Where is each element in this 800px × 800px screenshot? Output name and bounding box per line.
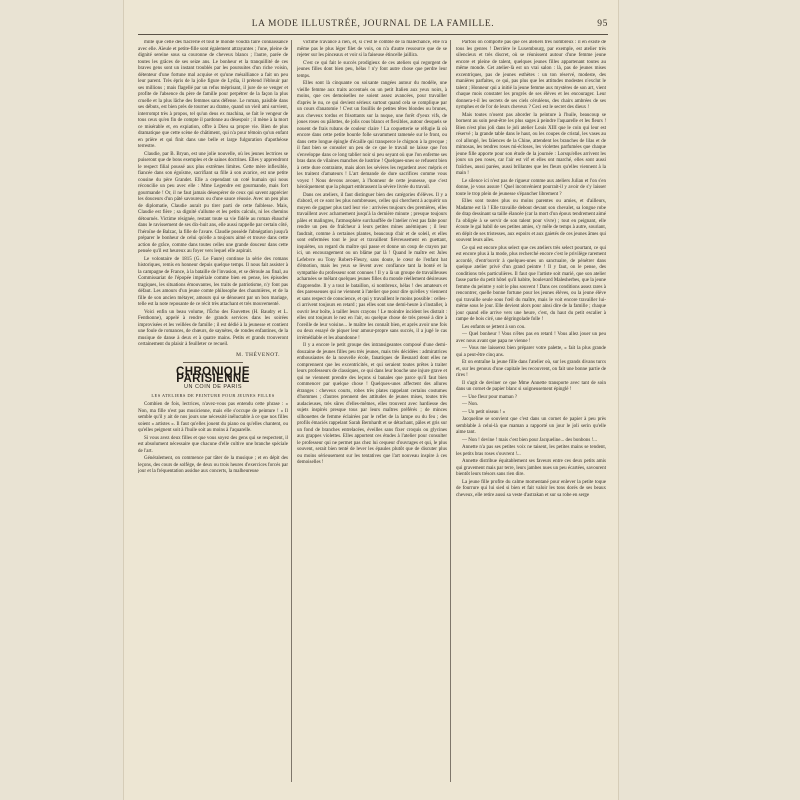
paragraph: Il y a encore le petit groupe des intransigeantes composé d'une demi-douzaine de jeunes filles peu très jeunes, mais très décidées : admiratrices enthousiastes de la nouvelle école, fanatiques de Besnard dont elles ne comprennent que les excentricités, et qui seraient toutes prêtes à traiter leurs professeurs de classiques, ce qui dans leur bouche une injure grave et qui ne viennent prendre des leçons si banales que parce qu'il faut bien commencer par quelque chose ! Quelques-unes affectent des allures étranges : cheveux courts, robes très plates rappelant certains costumes d'hommes ; d'autres prennent des attitudes de jeunes mises, toutes très audacieuses, très sûres d'elles-mêmes, elles trouvent avec hardiesse des sujets inspirés presque tous par leurs maîtres préférés ; de minces silhouettes de femme éclairées par le reflet de la lampe ou du feu ; des profils émaciés rappelant Sarah Bernhardt et se détachant, pâles et gris sur un fond de branches entrelacées, éveilles sans fixer croquis ou glycines aux grappes violettes. Elles apportent ces études à l'atelier pour consulter le professeur qui ne permet pas chez lui cequeur d'ouvrages et qui, le plus souvent, serait bien tenté de lever les épaules plutôt que de discuter plus ou moins sérieusement sur les tentatives que l'art nouveau inspire à ces demoiselles ! bbox=[297, 343, 447, 465]
text-column-2 bbox=[297, 40, 447, 782]
paragraph: Jacqueline se souvient que c'est dans un cornet de papier à peu près semblable à celui-là que maman a rapporté un jour le joli serin qu'elle aime tant. bbox=[456, 417, 606, 435]
paragraph: Elles sont toutes plus ou moins parentes ou amies, et d'ailleurs, Madame est là ! Elle travaille debout devant son chevalet, sa longue robe de drap dessinant sa taille élancée (car la mort d'un époux tendrement aimé l'a obligée à se servir de son talent pour vivre) ; tout en peignant, elle écoute le gai babil de ses petites amies, s'y mêle de temps à autre, souriant, en dépit de ses tristesses, aux espoirs et aux gaietés de ces jeunes âmes qui souvent leurs ailes. bbox=[456, 199, 606, 243]
section-subtitle: UN COIN DE PARIS bbox=[183, 384, 242, 390]
paragraph: Il s'agit de deviner ce que Mme Annette transporte avec tant de soin dans un cornet de papier blanc si soigneusement épinglé ! bbox=[456, 380, 606, 392]
paragraph: Dans ces ateliers, il faut distinguer bien des catégories d'élèves. Il y a d'abord, et ce sont les plus nombreuses, celles qui cherchent à acquérir un moyen de gagner plus tard leur vie : arrivées toujours des premières, elles travaillent avec acharnement jusqu'à la dernière minute ; presque toujours pâles et malingres, l'atmosphère surchauffée de l'atelier n'est pas faite pour rendre un peu de fraîcheur à leurs petites mines anémiques ; il leur faudrait, comme à certaines plantes, beaucoup d'air et de soleil, et elles sont enfermées tout le jour et travaillent fiévreusement en guettant, inquiètes, un regard du maître qui passe et donne un coup de crayon par ici, un encouragement ou un blâme par là ! Quand le maître est Jules Lefebvre ou Tony Robert-Fleury, sans doute, le cœur de l'enfant bat d'émotion, mais les yeux se lèvent avec confiance tant la bonté et la sympathie du professeur sont connues ! Il y a là un groupe de travailleuses acharnées se mêlant quelques jeunes filles du monde réellement désireuses d'apprendre. Il y a tout le bataillon, si nombreux, hélas ! des amateurs et des paresseuses qui ne viennent à l'atelier que pour dire qu'elles y viennent et sans respect de conscience, et qui y travaillent le moins possible : celles-ci arrivent toujours en retard ; pas elles sont une demi-heure à s'installer, à ouvrir leur boîte, à tailler leurs crayons ! Le moindre incident les distrait : elles ont toujours le nez en l'air, ou quelque chose de très pressé à dire à l'oreille de leur voisine... le maître les connaît bien, et après avoir une fois ou deux essayé de piquer leur amour-propre sans succès, il a jugé le cas irrémédiable et les abandonne ! bbox=[297, 192, 447, 341]
text-column-3 bbox=[456, 40, 606, 782]
column-divider bbox=[450, 40, 451, 782]
text-column-1 bbox=[138, 40, 288, 782]
paragraph: mille que celle des fiacrerie et tout le monde voudra faire connaissance avec elle. Aïeule et petite-fille sont également attrayantes ; l'une, pleine de dignité sereine sous sa couronne de cheveux blancs ; l'autre, parée de toutes les grâces de ses seize ans. Le bonheur et la tranquillité de ces braves gens sont un instant troublés par les poursuites d'un riche voisin, détenteur d'une fortune mal acquise et qu'une mésalliance a fait un peu leur parent. Très épris de la jolie figure de Lydia, il prétend l'éblouir par ses millions ; mais flagellé par un refus méprisant, il jure de se venger et profite de l'absence du père de famille pour perpétrer de la façon la plus cruelle et la plus lâche des femmes sans défense. Le roman, paisible dans ses débuts, est bien près de tourner au drame, quand un vieil ami survient, interrompt très à propos, tel qu'un deus ex machina, se fait le vengeur de tous ceux qu'en fin de compte il pardonne au désespoir ; il mène à la mort ce misérable et, en expiation, offre à Dieu sa propre vie. Bien de plus dramatique que cette scène de châtiment, qui n'a pour témoin qu'un enfant en prière et qui finit dans une belle et large fulguration d'apothéose terrestre. bbox=[138, 40, 288, 149]
page-header bbox=[138, 19, 608, 33]
paragraph: Le volontaire de 1815 (G. Le Faure) continue la série des romans historiques, remis en honneur depuis quelque temps. Il nous fait assister à la campagne de France, à la bataille de l'invasion, et se déroule au final, au Commissariat de l'épopée impériale comme bien en pense, les épisodes tragiques, les situations émouvantes, les traits de patriotisme, n'y font pas défaut. Les amours d'un jeune comte philosophe des chaumières, et de la fille de son ancien métayer, amours qui se dénouent par un bon mariage, telle est la note reposante de ce récit très attachant et très mouvementé. bbox=[138, 256, 288, 307]
dialogue-line: — Quel bonheur ! Vous n'êtes pas en retard ! Vous allez jouer un peu avec nous avant que papa ne vienne ! bbox=[456, 332, 606, 344]
paragraph: Annette distribue équitablement ses faveurs entre ces deux petits amis qui gravement mais par terre, leurs jambes nues un peu écartées, savourent bientôt leurs trésors sans rien dire. bbox=[456, 459, 606, 477]
paragraph: Claudie, par B. Bryan, est une jolie nouvelle, où les jeunes lectrices se puiseront que de bons exemples et de saines doctrines. Elles y apprendront le respect filial poussé aux plus extrêmes limites. Cette mère inflexible, fiancée dans son égoïsme, sacrifiant sa fille à son avarice, est une petite cousine du père Grandet. Elle a cependant un coté humain qui nous réconcilie un peu avec elle : Mme Legendre est gourmande, mais fort gourmande ! Or, il ne faut jamais désespérer de ceux qui savent apprécier les douceurs d'un pâté savoureux ou d'une sauce réussie. Avec un peu plus de diplomatie, Claudie aurait pu tirer parti de cette faiblesse. Mais, Claudie est fière ; sa dignité s'allume et les petits calculs, ni les chemins détournés. Victime résignée, restant toute sa vie fidèle au roman ébauché dans le ravissement de ses dix-huit ans, elle aussi rappelle par certain côté, l'héroïne de Balzac, la fille de l'avare. Claudie possède l'abnégation jusqu'à préparer le bonheur de celui qu'elle a toujours aimé et trouve dans cette action de grâce, comme dans toutes celles une grande douceur dans cette pensée qu'il est heureux au foyer vers lequel elle aspirait. bbox=[138, 151, 288, 254]
paragraph: C'est ce qui fait le succès prodigieux de ces ateliers qui regorgent de jeunes filles dont bien peu, hélas ! n'y font autre chose que perdre leur temps. bbox=[297, 60, 447, 79]
dialogue-line: — Une fleur pour maman ? bbox=[462, 394, 518, 400]
page-number: 95 bbox=[597, 19, 608, 29]
paragraph: Ce qui est encore plus select que ces ateliers très select pourtant, ce qui est encore plus à la mode, plus recherché encore c'est le privilège rarement accordé, d'entr'ouvrir à quelques-unes un sanctuaire, de pénétrer dans quelque atelier privé d'un grand peintre ! Il y faut, on le pense, des conditions très particulières. Il faut que l'artiste soit marié, que son atelier fasse partie du petit hôtel qu'il habite, boulevard Malesherbes, que la jeune femme du peintre y soit le plus souvent ! Dans ces conditions assez rares à rencontrer, quelle bonne fortune pour les jeunes élèves, ou la jeune élève qui travaille seule sous l'œil du maître, mais le voit encore travailler lui-même sous le jour. Elle devient alors pour ainsi dire de la famille ; chaque jour quand elle arrive vers une heure, c'est, du haut du petit escalier à rampe de bois ciré, une dégringolade folle ! bbox=[456, 245, 606, 322]
section-title: CHRONIQUE PARISIENNE bbox=[176, 366, 250, 385]
paragraph: Les enfants se jettent à son cou. bbox=[462, 324, 526, 330]
paragraph: Le silence ici n'est pas de rigueur comme aux ateliers Julian et l'on s'en donne, je vous assure ! Quel inconvénient pourrait-il y avoir de s'y laisser toute le trop plein de jeunesse s'épancher librement ? bbox=[456, 178, 606, 197]
dialogue-line: — Vous me laisserez bien préparer votre palette, » fait la plus grande qui a peut-être cinq ans. bbox=[456, 346, 606, 358]
paragraph: Voici enfin un beau volume, l'Écho des Fauvettes (H. Baudry et L. Fenthonne), appelé à rendre de grands services dans les soirées improvisées et les veillées de famille ; il est dédié à la jeunesse et contient une foule de romances, de chœurs, de saynètes, de rondes enfantines, de la musique de danse à deux et à quatre mains. Petits et grands trouveront certainement du plaisir à feuilleter ce recueil. bbox=[138, 309, 288, 347]
paragraph: Annette n'a pas ses petites voix ne taisent, les petites mains se tendent, les petits bras roses s'ouvrent !... bbox=[456, 445, 606, 457]
column-divider bbox=[291, 40, 292, 782]
dialogue-line: — Un petit oiseau ! » bbox=[462, 409, 506, 415]
author-signature: M. THÉVENOT. bbox=[236, 351, 280, 358]
paragraph: Généralement, on commence par tâter de la musique ; et en dépit des leçons, des cours de solfège, de deux ou trois heures d'exercices forcés par jour et la fréquentation assidue aux concerts, la malheureuse bbox=[138, 456, 288, 474]
paragraph: Mais toutes n'osent pas aborder la peinture à l'huile, beaucoup se bornent au soin peut-être les plus sages à peindre l'aquarelle et les fleurs ! Bien n'est plus joli dans le joli atelier Louis XIII que le coin qui leur est réservé ; la grande table dans le haut, ou les coupes de cristal, les vases au col allongé, les faïences de la Chine, attendent les branches de lilas et de mimosas, les tendres roses mi-écloses, les violettes parfumées que chaque jeune fille apporte pour son étude de la journée : Lorsqu'elles arrivent les jours un peu roses, car l'air est vif et elles ont marché, elles sont aussi fraîches, aussi parées, aussi brillantes que les fleurs qu'elles viennent à la main ! bbox=[456, 112, 606, 176]
paragraph: Combien de fois, lectrices, n'avez-vous pas entendu cette phrase : « Non, ma fille n'est pas musicienne, mais elle s'occupe de peinture ! » Il semble qu'il y ait de nos jours une nécessité inéluctable à ce que nos filles soient « artistes ». Il faut qu'elles jouent du piano ou qu'elles chantent, ou qu'elles peignent soit à l'huile soit au moins à l'aquarelle. bbox=[138, 402, 288, 433]
running-title: LA MODE ILLUSTRÉE, JOURNAL DE LA FAMILLE. bbox=[251, 19, 495, 29]
section-subheading: LES ATELIERS DE PEINTURE POUR JEUNES FILLES bbox=[151, 392, 275, 398]
paragraph: Et on entraîne la jeune fille dans l'atelier où, sur les grands divans turcs et, sur les genoux d'une capitale les recouvrent, on fait une bonne partie de rires ! bbox=[456, 360, 606, 378]
magazine-page bbox=[124, 0, 618, 800]
dialogue-line: — Non. bbox=[462, 402, 479, 407]
header-rule bbox=[138, 34, 608, 35]
dialogue-line: — Non ! devine ! mais c'est bien pour Jacqueline... des bonbons !... bbox=[462, 437, 598, 443]
paragraph: victime n'avance à rien, et, si c'est le comble de la malechance, elle n'a même pas le plus léger filet de voix, on n'a d'autre ressource que de se rejeter sur les pinceaux et voir si la faiseuse étincelle jaillira. bbox=[297, 40, 447, 58]
paragraph: Si vous avez deux filles et que vous soyez des gens qui se respectent, il est absolument nécessaire que chacune d'elle cultive une branche spéciale de l'art. bbox=[138, 435, 288, 454]
paragraph: La jeune fille profite du calme momentané pour enlever la petite toque de fourrure qui lui sied si bien et fait valoir les tons dorés de ses beaux cheveux, elle retire aussi sa veste d'astrakan et sur sa robe en serge bbox=[456, 479, 606, 498]
section-separator bbox=[183, 362, 243, 363]
paragraph: Parfois on comporte pas que ces ateliers très nombreux : il en existe de tous les genres ! Derrière le Luxembourg, par exemple, est atelier très silencieux et très discret, où se réunissent autour d'une femme jeune encore et pleine de talent, quelques jeunes filles appartenant toutes au même monde. Cet atelier-là est un vrai salon : là, pas de jeunes mises excentriques, pas de jeunes esthètes : un ton réservé, modeste, des manières parfaites, ce qui, pas plus que les attitudes modestes n'exclut le talent ; Honneur qui a initié la jeune femme aux mystères de son art, vient chaque mois constater les progrès de ses élèves et les encourager. Leur donnera-t-il les secrets de ses ciels céruléens, des chairs ambrées de ses nymphes et de l'or de leurs cheveux ? Ceci est le secret des dieux ! bbox=[456, 40, 606, 110]
paragraph: Elles sont là cinquante ou soixante rangées autour du modèle, une vieille femme aux traits accentués ou un petit Italien aux yeux noirs, à moins, que ces demoiselles ne soient assez avancées, pour travailler d'après le nu, ce qui devient sérieux surtout quand cela se complique par un cours d'anatomie ! C'est un fouillis de petites têtes blondes ou brunes, aux cheveux tordus et frisottants sur la nuque, une forêt d'yeux vifs, de joues roses ou pâlottes, de jolis cous blancs et flexibles, autour desquels se nouent de frais rubans de couleur claire ! La coquetterie se réfugie là où encore dans cette petite bourde folle savamment ramenée sur le front, ou dans cette longue épingle d'écaille qui transperce le chignon à la grecque ; il faut bien se consoler un peu de ce que le travail ne laisse que l'on s'enveloppe dans ce long tablier noir si peu seyant où que l'on enferme ses bras dans de vilaines manches de lustrine ! Quelques-unes se refusent bien à cette dure contrainte, mais alors les sévères les regardent avec mépris et les traitent d'amateurs ! L'art demande de dure sacrifices comme vous voyez ! Nous devons avouer, à l'honneur de cette jeunesse, que c'est héroïquement que la plupart embrassent la sévère livrée du travail. bbox=[297, 81, 447, 190]
